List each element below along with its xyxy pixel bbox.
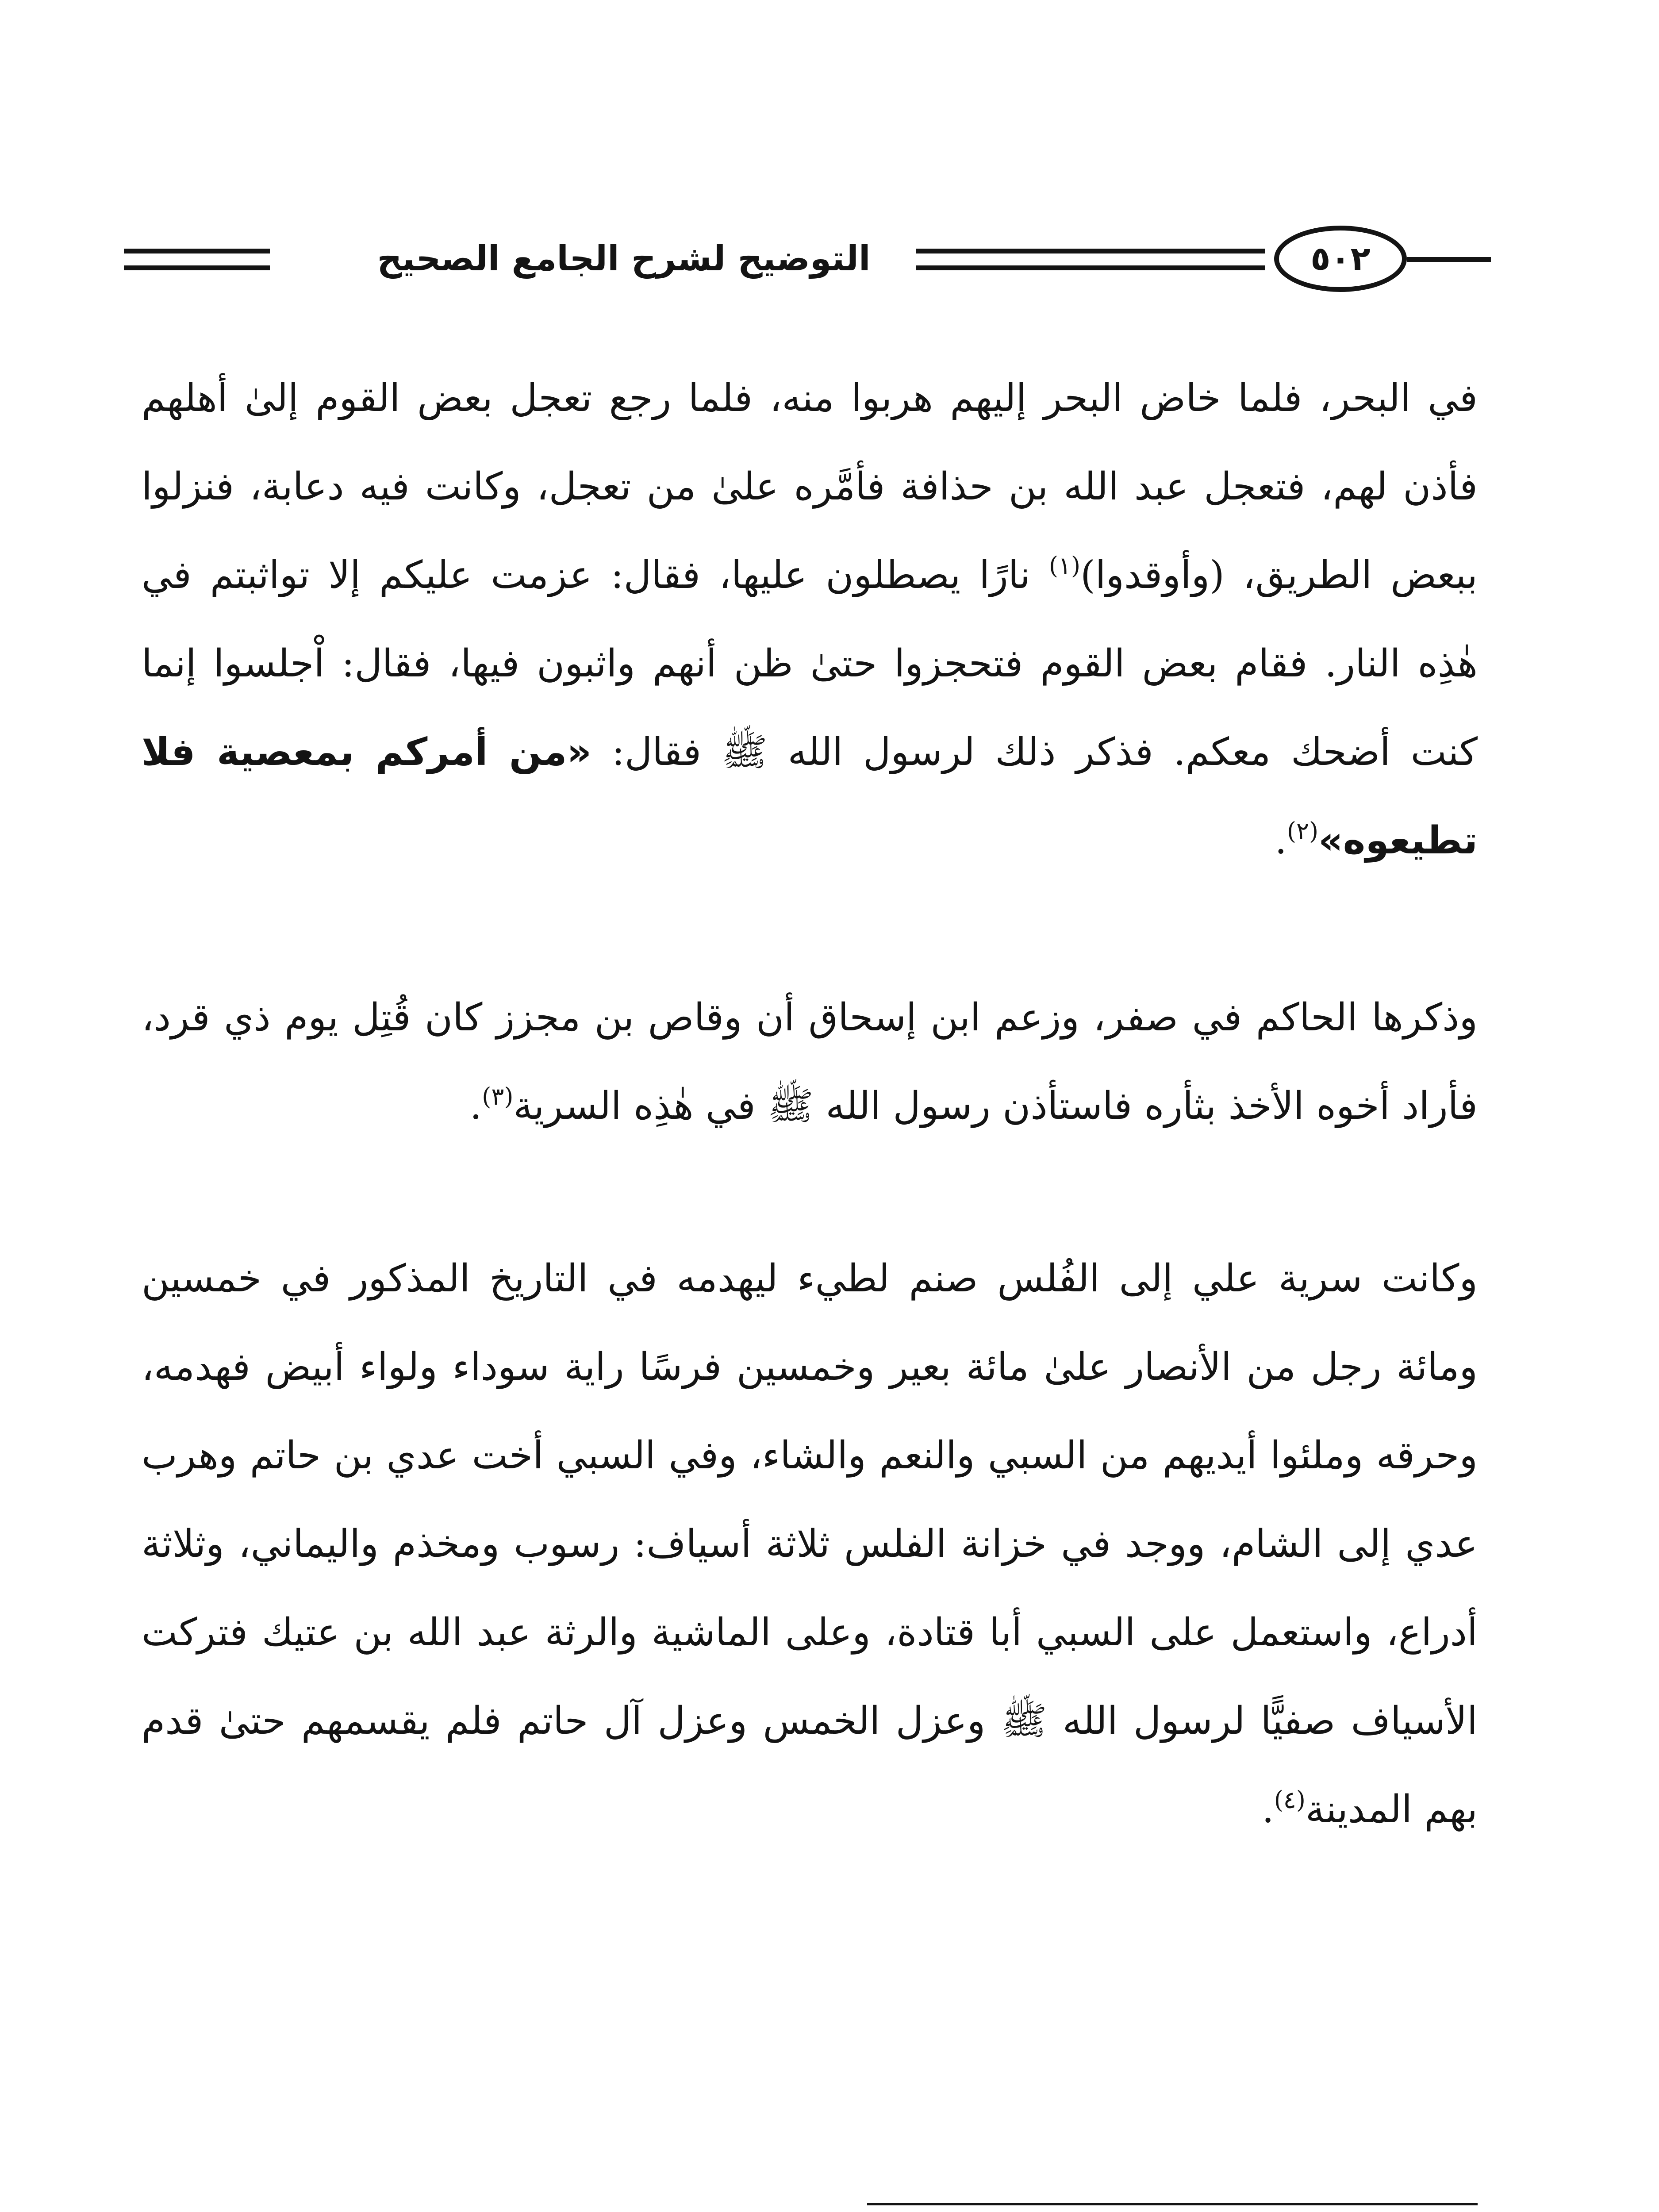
paragraph-2	[142, 973, 1478, 1150]
header-rule-left-bottom	[124, 265, 270, 270]
paragraph-3	[142, 1234, 1478, 1854]
text-run: وكانت سرية علي إلى الفُلس صنم لطيء ليهدمه في التاريخ المذكور في خمسين ومائة رجل من الأنصار علىٰ مائة بعير وخمسين فرسًا راية سوداء ولواء أبيض فهدمه، وحرقه وملئوا أيديهم من السبي والنعم والشاء، وفي السبي أخت عدي بن حاتم وهرب عدي إلى الشام، ووجد في خزانة الفلس ثلاثة أسياف: رسوب ومخذم واليماني، وثلاثة أدراع، واستعمل على السبي أبا قتادة، وعلى الماشية والرثة عبد الله بن عتيك فتركت الأسياف صفيًّا لرسول الله ﷺ وعزل الخمس وعزل آل حاتم فلم يقسمهم حتىٰ قدم بهم المدينة	[142, 1256, 1478, 1832]
text-run: في البحر، فلما خاض البحر إليهم هربوا منه، فلما رجع تعجل بعض القوم إلىٰ أهلهم فأذن لهم، فتعجل عبد الله بن حذافة فأمَّره علىٰ من تعجل، وكانت فيه دعابة، فنزلوا ببعض الطريق، (وأوقدوا)	[142, 376, 1478, 597]
footnote-ref-2: (٢)	[1286, 817, 1319, 845]
text-run: .	[469, 1084, 482, 1128]
text-run: .	[1262, 1787, 1274, 1832]
text-run: .	[1275, 818, 1287, 863]
footnote-ref-3: (٣)	[482, 1083, 514, 1110]
header-rule-right	[1407, 257, 1491, 262]
page-number: ٥٠٢	[1310, 240, 1371, 278]
footnote-ref-4: (٤)	[1274, 1786, 1306, 1814]
footnote-ref-1: (١)	[1048, 552, 1081, 580]
page-number-badge	[1274, 226, 1407, 292]
text-run: نارًا يصطلون عليها، فقال: عزمت عليكم إلا تواثبتم في هٰذِه النار. فقام بعض القوم فتحجزوا حتىٰ ظن أنهم واثبون فيها، فقال: اْجلسوا إنما كنت أضحك معكم. فذكر ذلك لرسول الله ﷺ فقال:	[142, 553, 1478, 774]
header-rule-middle-bottom	[916, 265, 1265, 270]
running-title: التوضيح لشرح الجامع الصحيح	[377, 239, 871, 279]
header-rule-left-top	[124, 249, 270, 253]
page-header	[124, 215, 1491, 303]
paragraph-1	[142, 354, 1478, 885]
footnote-separator	[867, 2203, 1478, 2205]
header-rule-middle-top	[916, 249, 1265, 253]
text-run: وذكرها الحاكم في صفر، وزعم ابن إسحاق أن وقاص بن مجزز كان قُتِل يوم ذي قرد، فأراد أخوه الأخذ بثأره فاستأذن رسول الله ﷺ في هٰذِه السرية	[142, 995, 1478, 1128]
hadith-quote: «من أمركم بمعصية فلا تطيعوه»	[142, 730, 1478, 863]
